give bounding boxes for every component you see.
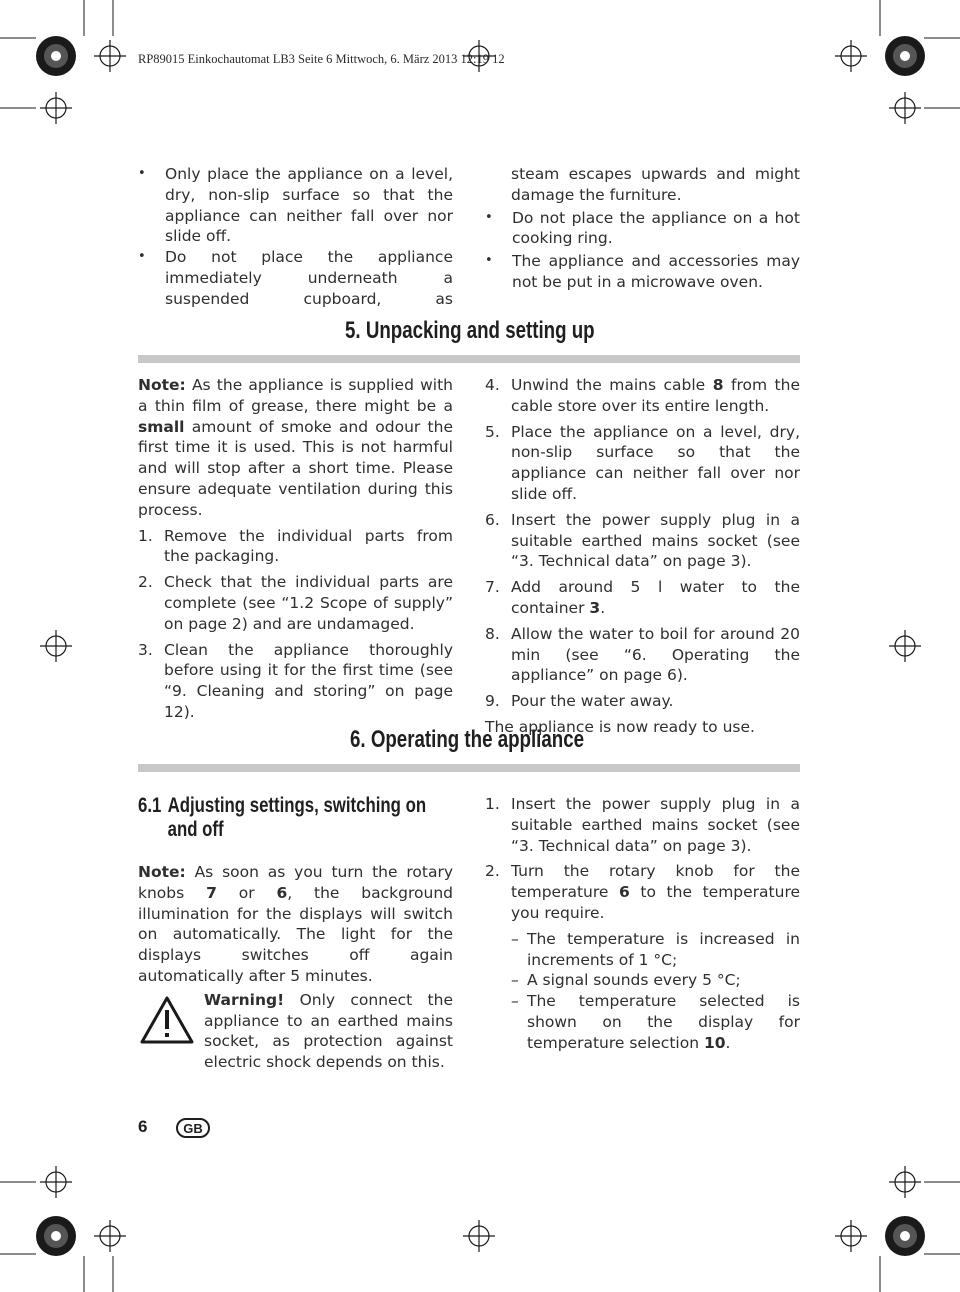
crosshair-mark — [889, 1166, 921, 1198]
warning-text: Warning! Only connect the appliance to an earthed mains socket, as protection against electric shock depends on this. — [204, 990, 453, 1072]
starburst-mark-bottom-right — [885, 1216, 925, 1256]
bullet-item: • Do not place the appliance immediately underneath a suspended cupboard, as — [138, 247, 453, 309]
step-item: 2. Turn the rotary knob for the temperature 6 to the temperature you require. — [485, 862, 801, 922]
subsection-6-1-heading: 6.1 Adjusting settings, switching on and off — [138, 794, 427, 841]
dash-item: – A signal sounds every 5 °C; — [511, 971, 741, 990]
dash-list — [485, 929, 800, 1054]
country-badge: GB — [176, 1118, 210, 1138]
crosshair-mark — [835, 1220, 867, 1252]
step-item: 6. Insert the power supply plug in a suitable earthed mains socket (see “3. Technical data” on page 3). — [485, 510, 800, 571]
step-item: 4. Unwind the mains cable 8 from the cable store over its entire length. — [485, 376, 800, 415]
crosshair-mark — [40, 630, 72, 662]
crosshair-mark — [463, 1220, 495, 1252]
crosshair-mark — [889, 630, 921, 662]
note-label: Note: — [138, 376, 186, 394]
print-header-line: RP89015 Einkochautomat LB3 Seite 6 Mittwoch, 6. März 2013 12:19 12 — [138, 52, 505, 66]
warning-label: Warning! — [204, 990, 285, 1009]
step-item: 8. Allow the water to boil for around 20 min (see “6. Operating the appliance” on page 6). — [485, 624, 800, 685]
top-right-column — [485, 164, 800, 293]
section-5-left-column — [138, 375, 453, 723]
crosshair-mark — [835, 40, 867, 72]
section-6-right-column — [485, 794, 800, 1054]
step-item: 1. Remove the individual parts from the packaging. — [138, 526, 453, 566]
section-6-heading: 6. Operating the appliance — [350, 726, 585, 753]
warning-triangle-icon — [140, 996, 194, 1044]
top-left-bullet-list — [138, 164, 453, 310]
step-item: 2. Check that the individual parts are complete (see “1.2 Scope of supply” on page 2) and are undamaged. — [138, 573, 453, 633]
subsection-6-1-heading-wrap — [138, 794, 538, 842]
unpacking-note: Note: As the appliance is supplied with a thin film of grease, there might be a small amount of smoke and odour the first time it is used. This is not harmful and will stop after a short time. Please ensure adequate ventilation during this process. — [138, 376, 453, 519]
dash-item: – The temperature is increased in increments of 1 °C; — [511, 929, 800, 969]
section-5-heading: 5. Unpacking and setting up — [345, 317, 595, 344]
crosshair-mark — [40, 1166, 72, 1198]
step-item: 9. Pour the water away. — [485, 692, 674, 711]
starburst-mark-bottom-left — [36, 1216, 76, 1256]
crosshair-mark — [40, 92, 72, 124]
bullet-item: • Only place the appliance on a level, dry, non-slip surface so that the appliance can neither fall over nor slide off. — [138, 164, 453, 247]
section-5-right-column — [485, 375, 800, 738]
dash-item: – The temperature selected is shown on the display for temperature selection 10. — [511, 992, 800, 1052]
starburst-mark-top-right — [885, 36, 925, 76]
warning-block — [138, 990, 453, 1073]
section-divider-bar — [138, 764, 800, 772]
emphasis-word: small — [138, 417, 185, 436]
bullet-continuation: steam escapes upwards and might damage the furniture. — [511, 165, 800, 204]
ready-to-use-text: The appliance is now ready to use. — [485, 717, 755, 736]
crosshair-mark — [94, 40, 126, 72]
crosshair-mark — [889, 92, 921, 124]
section-6-left-column — [138, 862, 453, 1073]
page-number: 6 — [138, 1117, 148, 1136]
subsection-6-1-heading-text: Adjusting settings, switching on and off — [167, 794, 427, 841]
starburst-mark-top-left — [36, 36, 76, 76]
bullet-item: • The appliance and accessories may not be put in a microwave oven. — [485, 251, 800, 293]
step-item: 1. Insert the power supply plug in a suitable earthed mains socket (see “3. Technical data” on page 3). — [485, 795, 800, 855]
illumination-note: Note: As soon as you turn the rotary knobs 7 or 6, the background illumination for the displays will switch on automatically. The light for the displays switches off again automatically after 5 minutes. — [138, 863, 453, 985]
note-label: Note: — [138, 863, 186, 881]
step-item: 7. Add around 5 l water to the container 3. — [485, 578, 800, 617]
crosshair-mark — [94, 1220, 126, 1252]
bullet-item: • Do not place the appliance on a hot cooking ring. — [485, 208, 800, 250]
step-item: 3. Clean the appliance thoroughly before using it for the first time (see “9. Cleaning and storing” on page 12). — [138, 640, 453, 721]
step-item: 5. Place the appliance on a level, dry, non-slip surface so that the appliance can neither fall over nor slide off. — [485, 422, 800, 503]
section-divider-bar — [138, 355, 800, 363]
